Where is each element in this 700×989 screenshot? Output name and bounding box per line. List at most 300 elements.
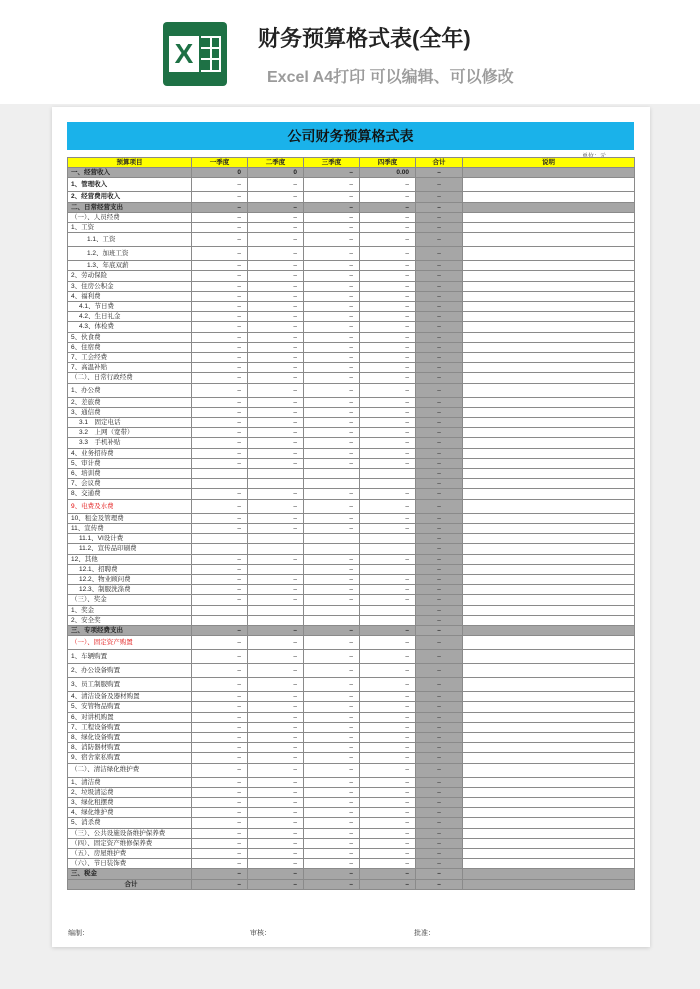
quarter-value-cell: – [192, 554, 248, 564]
quarter-value-cell: – [304, 828, 360, 838]
quarter-value-cell: – [192, 342, 248, 352]
quarter-value-cell: – [192, 458, 248, 468]
total-cell: – [416, 233, 463, 247]
quarter-value-cell: – [248, 271, 304, 281]
column-header: 说明 [463, 158, 635, 168]
row-label: 3、通信费 [68, 407, 192, 417]
quarter-value-cell: – [304, 373, 360, 383]
quarter-value-cell: – [304, 787, 360, 797]
quarter-value-cell: – [192, 212, 248, 222]
quarter-value-cell: – [304, 732, 360, 742]
table-row [68, 615, 635, 625]
row-label: 12、其他 [68, 554, 192, 564]
row-label: （五）、房屋维护费 [68, 848, 192, 858]
table-row [68, 595, 635, 605]
total-cell: – [416, 407, 463, 417]
quarter-value-cell: – [192, 712, 248, 722]
quarter-value-cell [360, 469, 416, 479]
quarter-value-cell: – [192, 523, 248, 533]
quarter-value-cell: – [192, 312, 248, 322]
quarter-value-cell: – [248, 808, 304, 818]
quarter-value-cell: – [192, 692, 248, 702]
quarter-value-cell: 0.00 [360, 168, 416, 178]
quarter-value-cell: – [304, 212, 360, 222]
total-cell: – [416, 489, 463, 499]
quarter-value-cell: – [248, 363, 304, 373]
quarter-value-cell: – [192, 818, 248, 828]
table-row [68, 192, 635, 202]
note-cell [463, 879, 635, 889]
note-cell [463, 722, 635, 732]
table-row [68, 777, 635, 787]
quarter-value-cell: – [248, 281, 304, 291]
quarter-value-cell: – [192, 797, 248, 807]
table-row [68, 712, 635, 722]
quarter-value-cell: – [360, 664, 416, 678]
table-row [68, 373, 635, 383]
quarter-value-cell: – [248, 373, 304, 383]
reviewed-by-label: 审核： [250, 930, 271, 937]
quarter-value-cell [248, 605, 304, 615]
total-cell: – [416, 373, 463, 383]
quarter-value-cell: – [192, 777, 248, 787]
quarter-value-cell: – [248, 859, 304, 869]
quarter-value-cell: – [360, 291, 416, 301]
quarter-value-cell [304, 615, 360, 625]
total-cell: – [416, 763, 463, 777]
total-cell: – [416, 564, 463, 574]
note-cell [463, 692, 635, 702]
total-cell: – [416, 828, 463, 838]
column-header: 一季度 [192, 158, 248, 168]
total-cell: – [416, 363, 463, 373]
quarter-value-cell: – [360, 332, 416, 342]
quarter-value-cell: – [360, 407, 416, 417]
note-cell [463, 797, 635, 807]
quarter-value-cell: – [248, 743, 304, 753]
note-cell [463, 544, 635, 554]
total-cell: – [416, 753, 463, 763]
quarter-value-cell: – [360, 818, 416, 828]
quarter-value-cell: – [360, 732, 416, 742]
quarter-value-cell: – [304, 418, 360, 428]
note-cell [463, 534, 635, 544]
table-row [68, 223, 635, 233]
total-cell: – [416, 438, 463, 448]
row-label: 12.2、物业顾问费 [68, 574, 192, 584]
quarter-value-cell: – [360, 373, 416, 383]
row-label: 6、培训费 [68, 469, 192, 479]
quarter-value-cell: – [192, 838, 248, 848]
quarter-value-cell [192, 615, 248, 625]
table-row [68, 838, 635, 848]
table-row [68, 869, 635, 879]
row-label: 一、经营收入 [68, 168, 192, 178]
quarter-value-cell: – [248, 261, 304, 271]
quarter-value-cell: – [248, 869, 304, 879]
total-cell: – [416, 595, 463, 605]
quarter-value-cell: – [248, 732, 304, 742]
total-cell: – [416, 469, 463, 479]
quarter-value-cell: – [192, 564, 248, 574]
quarter-value-cell: – [248, 838, 304, 848]
quarter-value-cell: – [304, 407, 360, 417]
note-cell [463, 168, 635, 178]
quarter-value-cell [248, 469, 304, 479]
quarter-value-cell: – [192, 869, 248, 879]
row-label: 2、安全奖 [68, 615, 192, 625]
quarter-value-cell: – [360, 438, 416, 448]
quarter-value-cell [304, 469, 360, 479]
quarter-value-cell: – [248, 458, 304, 468]
quarter-value-cell: – [304, 753, 360, 763]
note-cell [463, 489, 635, 499]
note-cell [463, 615, 635, 625]
row-label: 12.1、招聘费 [68, 564, 192, 574]
note-cell [463, 499, 635, 513]
table-row [68, 332, 635, 342]
table-row [68, 787, 635, 797]
quarter-value-cell: – [360, 223, 416, 233]
quarter-value-cell: – [304, 712, 360, 722]
column-header: 预算项目 [68, 158, 192, 168]
table-row [68, 828, 635, 838]
quarter-value-cell: – [360, 499, 416, 513]
quarter-value-cell: – [360, 722, 416, 732]
note-cell [463, 636, 635, 650]
quarter-value-cell: – [248, 712, 304, 722]
table-row [68, 554, 635, 564]
quarter-value-cell: – [304, 554, 360, 564]
row-label: 8、消防器材购置 [68, 743, 192, 753]
total-cell: – [416, 353, 463, 363]
total-cell: – [416, 879, 463, 889]
quarter-value-cell [360, 615, 416, 625]
quarter-value-cell: – [304, 650, 360, 664]
row-label: 1.2、加班工资 [68, 247, 192, 261]
quarter-value-cell: – [304, 312, 360, 322]
quarter-value-cell: – [192, 322, 248, 332]
note-cell [463, 787, 635, 797]
quarter-value-cell: – [248, 692, 304, 702]
table-row [68, 291, 635, 301]
total-cell: – [416, 513, 463, 523]
total-cell: – [416, 312, 463, 322]
quarter-value-cell: – [360, 489, 416, 499]
table-row [68, 383, 635, 397]
table-row [68, 312, 635, 322]
quarter-value-cell: – [248, 722, 304, 732]
total-cell: – [416, 797, 463, 807]
quarter-value-cell: – [304, 271, 360, 281]
total-cell: – [416, 818, 463, 828]
note-cell [463, 838, 635, 848]
table-row [68, 233, 635, 247]
quarter-value-cell: 0 [192, 168, 248, 178]
total-cell: – [416, 574, 463, 584]
quarter-value-cell: – [360, 261, 416, 271]
quarter-value-cell: – [248, 574, 304, 584]
quarter-value-cell: – [248, 777, 304, 787]
quarter-value-cell: – [192, 438, 248, 448]
note-cell [463, 178, 635, 192]
note-cell [463, 281, 635, 291]
table-row [68, 879, 635, 889]
row-label: 11.2、宣传品印刷费 [68, 544, 192, 554]
row-label: 三、专项经费支出 [68, 625, 192, 635]
quarter-value-cell: – [192, 233, 248, 247]
quarter-value-cell: – [304, 363, 360, 373]
table-row [68, 281, 635, 291]
quarter-value-cell: – [360, 383, 416, 397]
table-row [68, 322, 635, 332]
quarter-value-cell: – [248, 650, 304, 664]
quarter-value-cell: – [360, 753, 416, 763]
note-cell [463, 312, 635, 322]
quarter-value-cell: – [360, 247, 416, 261]
row-label: 1.3、年底双薪 [68, 261, 192, 271]
column-header: 二季度 [248, 158, 304, 168]
table-row [68, 732, 635, 742]
table-row [68, 523, 635, 533]
note-cell [463, 223, 635, 233]
table-body [68, 168, 635, 890]
table-row [68, 428, 635, 438]
quarter-value-cell: – [248, 312, 304, 322]
total-cell: – [416, 261, 463, 271]
quarter-value-cell: – [360, 302, 416, 312]
quarter-value-cell: – [304, 332, 360, 342]
quarter-value-cell: – [192, 247, 248, 261]
quarter-value-cell: – [192, 302, 248, 312]
quarter-value-cell: – [360, 763, 416, 777]
quarter-value-cell: – [360, 233, 416, 247]
table-row [68, 247, 635, 261]
row-label: 3、绿化租摆费 [68, 797, 192, 807]
quarter-value-cell: – [360, 869, 416, 879]
total-cell: – [416, 808, 463, 818]
total-cell: – [416, 499, 463, 513]
table-row [68, 168, 635, 178]
note-cell [463, 585, 635, 595]
note-cell [463, 650, 635, 664]
quarter-value-cell: – [360, 523, 416, 533]
quarter-value-cell: – [304, 192, 360, 202]
row-label: 二、日常经营支出 [68, 202, 192, 212]
quarter-value-cell: – [248, 178, 304, 192]
quarter-value-cell: – [360, 879, 416, 889]
row-label: 1.1、工资 [68, 233, 192, 247]
row-label: 7、高温补贴 [68, 363, 192, 373]
total-cell: – [416, 787, 463, 797]
quarter-value-cell: – [304, 869, 360, 879]
quarter-value-cell: – [304, 202, 360, 212]
quarter-value-cell: – [192, 678, 248, 692]
quarter-value-cell [248, 615, 304, 625]
quarter-value-cell: – [192, 428, 248, 438]
row-label: 4.1、节日费 [68, 302, 192, 312]
spreadsheet-grid-icon [201, 36, 221, 72]
row-label: 4、福利费 [68, 291, 192, 301]
quarter-value-cell: – [192, 448, 248, 458]
quarter-value-cell: – [192, 353, 248, 363]
quarter-value-cell: – [360, 828, 416, 838]
quarter-value-cell: – [304, 383, 360, 397]
note-cell [463, 574, 635, 584]
total-cell: – [416, 271, 463, 281]
row-label: （二）、日常行政经费 [68, 373, 192, 383]
table-row [68, 650, 635, 664]
note-cell [463, 418, 635, 428]
quarter-value-cell: – [304, 574, 360, 584]
quarter-value-cell: – [360, 636, 416, 650]
row-label: 4、清洁设备及器材购置 [68, 692, 192, 702]
note-cell [463, 448, 635, 458]
table-row [68, 513, 635, 523]
row-label: 11、宣传费 [68, 523, 192, 533]
table-row [68, 722, 635, 732]
total-cell: – [416, 702, 463, 712]
quarter-value-cell: – [360, 712, 416, 722]
total-cell: – [416, 777, 463, 787]
quarter-value-cell: – [360, 192, 416, 202]
row-label: 3、住房公积金 [68, 281, 192, 291]
quarter-value-cell: – [360, 397, 416, 407]
row-label: 2、垃圾清运费 [68, 787, 192, 797]
quarter-value-cell: – [304, 879, 360, 889]
row-label: 11.1、VI设计费 [68, 534, 192, 544]
table-row [68, 302, 635, 312]
row-label: 9、电费及水费 [68, 499, 192, 513]
quarter-value-cell: – [248, 438, 304, 448]
note-cell [463, 564, 635, 574]
quarter-value-cell: – [304, 625, 360, 635]
quarter-value-cell [192, 605, 248, 615]
column-header: 合计 [416, 158, 463, 168]
table-row [68, 625, 635, 635]
quarter-value-cell: – [304, 859, 360, 869]
note-cell [463, 678, 635, 692]
quarter-value-cell: – [304, 722, 360, 732]
quarter-value-cell: – [248, 212, 304, 222]
table-row [68, 202, 635, 212]
quarter-value-cell: – [192, 499, 248, 513]
note-cell [463, 353, 635, 363]
quarter-value-cell: – [192, 702, 248, 712]
quarter-value-cell: – [248, 664, 304, 678]
quarter-value-cell: – [192, 753, 248, 763]
total-cell: – [416, 302, 463, 312]
quarter-value-cell: – [360, 650, 416, 664]
total-cell: – [416, 534, 463, 544]
note-cell [463, 363, 635, 373]
table-row [68, 678, 635, 692]
row-label: （二）、清洁绿化维护费 [68, 763, 192, 777]
quarter-value-cell: – [192, 732, 248, 742]
quarter-value-cell [304, 534, 360, 544]
total-cell: – [416, 869, 463, 879]
row-label: （一）、固定资产购置 [68, 636, 192, 650]
note-cell [463, 342, 635, 352]
note-cell [463, 458, 635, 468]
quarter-value-cell: – [192, 636, 248, 650]
quarter-value-cell: – [192, 202, 248, 212]
quarter-value-cell: – [248, 302, 304, 312]
quarter-value-cell: – [248, 753, 304, 763]
row-label: 1、管理收入 [68, 178, 192, 192]
row-label: （一）、人员经费 [68, 212, 192, 222]
quarter-value-cell: – [248, 407, 304, 417]
quarter-value-cell: – [192, 513, 248, 523]
row-label: 4、绿化维护费 [68, 808, 192, 818]
note-cell [463, 605, 635, 615]
quarter-value-cell: – [304, 808, 360, 818]
sheet-title: 公司财务预算格式表 [67, 122, 634, 150]
quarter-value-cell: – [304, 489, 360, 499]
quarter-value-cell: – [192, 363, 248, 373]
quarter-value-cell: – [304, 438, 360, 448]
row-label: 12.3、制服洗涤费 [68, 585, 192, 595]
excel-letter: X [169, 36, 199, 72]
quarter-value-cell: – [360, 202, 416, 212]
quarter-value-cell [192, 544, 248, 554]
table-row [68, 407, 635, 417]
quarter-value-cell: – [192, 828, 248, 838]
quarter-value-cell: – [360, 363, 416, 373]
note-cell [463, 513, 635, 523]
quarter-value-cell [192, 479, 248, 489]
quarter-value-cell: – [304, 636, 360, 650]
note-cell [463, 595, 635, 605]
quarter-value-cell: – [248, 702, 304, 712]
quarter-value-cell: – [360, 678, 416, 692]
table-row [68, 363, 635, 373]
total-cell: – [416, 479, 463, 489]
quarter-value-cell: – [360, 702, 416, 712]
total-cell: – [416, 636, 463, 650]
quarter-value-cell: – [248, 797, 304, 807]
row-label: 4.2、生日礼金 [68, 312, 192, 322]
note-cell [463, 479, 635, 489]
quarter-value-cell [360, 564, 416, 574]
table-row [68, 797, 635, 807]
row-label: 9、宿舍家私购置 [68, 753, 192, 763]
quarter-value-cell: – [192, 787, 248, 797]
quarter-value-cell: – [360, 281, 416, 291]
quarter-value-cell: – [360, 808, 416, 818]
total-cell: – [416, 168, 463, 178]
quarter-value-cell: – [192, 178, 248, 192]
total-cell: – [416, 383, 463, 397]
quarter-value-cell: – [360, 322, 416, 332]
table-row [68, 489, 635, 499]
page-title: 财务预算格式表(全年) [258, 26, 471, 51]
note-cell [463, 859, 635, 869]
quarter-value-cell: – [304, 777, 360, 787]
quarter-value-cell: – [304, 499, 360, 513]
quarter-value-cell: – [304, 261, 360, 271]
quarter-value-cell: – [248, 428, 304, 438]
table-row [68, 342, 635, 352]
quarter-value-cell: – [360, 585, 416, 595]
quarter-value-cell: – [248, 291, 304, 301]
quarter-value-cell [360, 534, 416, 544]
quarter-value-cell: – [304, 848, 360, 858]
note-cell [463, 271, 635, 281]
excel-icon [163, 22, 227, 86]
total-cell: – [416, 554, 463, 564]
row-label: 1、奖金 [68, 605, 192, 615]
